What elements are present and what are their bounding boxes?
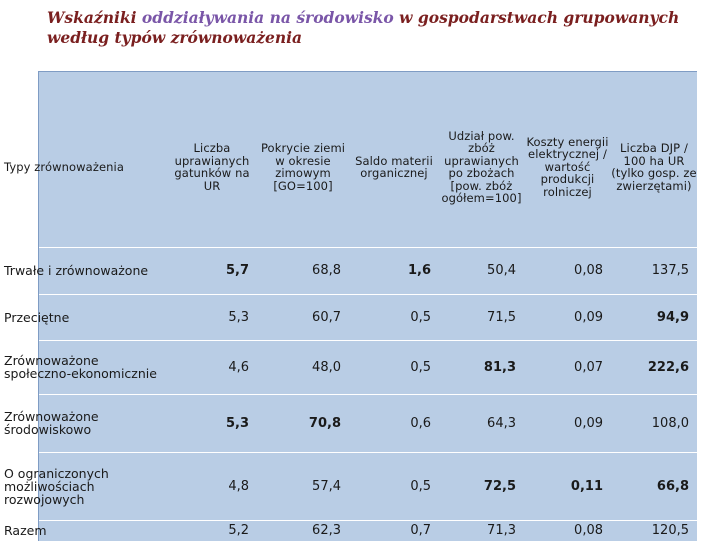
title-line-2: według typów zrównoważenia	[47, 28, 303, 47]
page-title	[47, 8, 707, 48]
column-header: Liczba uprawianych gatunków na UR	[174, 141, 250, 193]
table-cell: 0,07	[574, 359, 603, 375]
table-cell: 94,9	[656, 309, 689, 325]
table-cell: 71,5	[487, 309, 516, 325]
table-cell: 0,11	[570, 478, 603, 494]
table-cell: 0,09	[574, 415, 603, 431]
table-cell: 0,7	[410, 523, 431, 538]
column-header: Liczba DJP / 100 ha UR (tylko gosp. ze zwierzętami)	[611, 141, 697, 193]
table-cell: 50,4	[487, 263, 516, 278]
table-cell: 0,5	[410, 478, 431, 494]
table-cell: 120,5	[651, 523, 689, 538]
title-part-1: Wskaźniki	[47, 8, 142, 27]
row-label: Trwałe i zrównoważone	[4, 263, 149, 278]
row-label: Zrównoważone środowiskowo	[4, 409, 99, 437]
table-cell: 137,5	[651, 263, 689, 278]
indicators-table	[4, 71, 697, 541]
title-part-2: w gospodarstwach grupowanych	[393, 8, 680, 27]
column-header: Udział pow. zbóż uprawianych po zbożach [pow. zbóż ogółem=100]	[441, 128, 522, 205]
row-label: O ograniczonych możliwościach rozwojowych	[4, 465, 109, 507]
table-cell: 60,7	[312, 309, 341, 325]
table-cell: 72,5	[483, 478, 516, 494]
table-cell: 70,8	[308, 415, 341, 431]
row-label: Razem	[4, 523, 47, 538]
column-header: Pokrycie ziemi w okresie zimowym [GO=100]	[260, 141, 346, 193]
row-label: Przeciętne	[4, 309, 70, 325]
row-label: Zrównoważone społeczno-ekonomicznie	[4, 353, 157, 381]
table-cell: 48,0	[312, 359, 341, 375]
table-cell: 66,8	[656, 478, 689, 494]
table-cell: 0,5	[410, 309, 431, 325]
table-cell: 0,08	[574, 523, 603, 538]
table-cell: 71,3	[487, 523, 516, 538]
table-cell: 64,3	[487, 415, 516, 431]
column-header: Saldo materii organicznej	[355, 153, 433, 180]
table-cell: 222,6	[647, 359, 689, 375]
column-header: Typy zrównoważenia	[4, 159, 124, 174]
table-cell: 1,6	[407, 263, 431, 278]
table-cell: 5,7	[225, 263, 249, 278]
table-cell: 4,6	[228, 359, 249, 375]
table-cell: 5,2	[228, 523, 249, 538]
table-cell: 0,6	[410, 415, 431, 431]
table-cell: 0,09	[574, 309, 603, 325]
table-cell: 81,3	[483, 359, 516, 375]
table-cell: 4,8	[228, 478, 249, 494]
table-cell: 0,5	[410, 359, 431, 375]
table-cell: 5,3	[228, 309, 249, 325]
table-cell: 0,08	[574, 263, 603, 278]
table-cell: 62,3	[312, 523, 341, 538]
table-cell: 57,4	[312, 478, 341, 494]
table-cell: 108,0	[651, 415, 689, 431]
column-header: Koszty energii elektrycznej / wartość produkcji rolniczej	[526, 134, 609, 199]
table-cell: 5,3	[225, 415, 249, 431]
title-highlight: oddziaływania na środowisko	[141, 8, 394, 27]
table-cell: 68,8	[312, 263, 341, 278]
